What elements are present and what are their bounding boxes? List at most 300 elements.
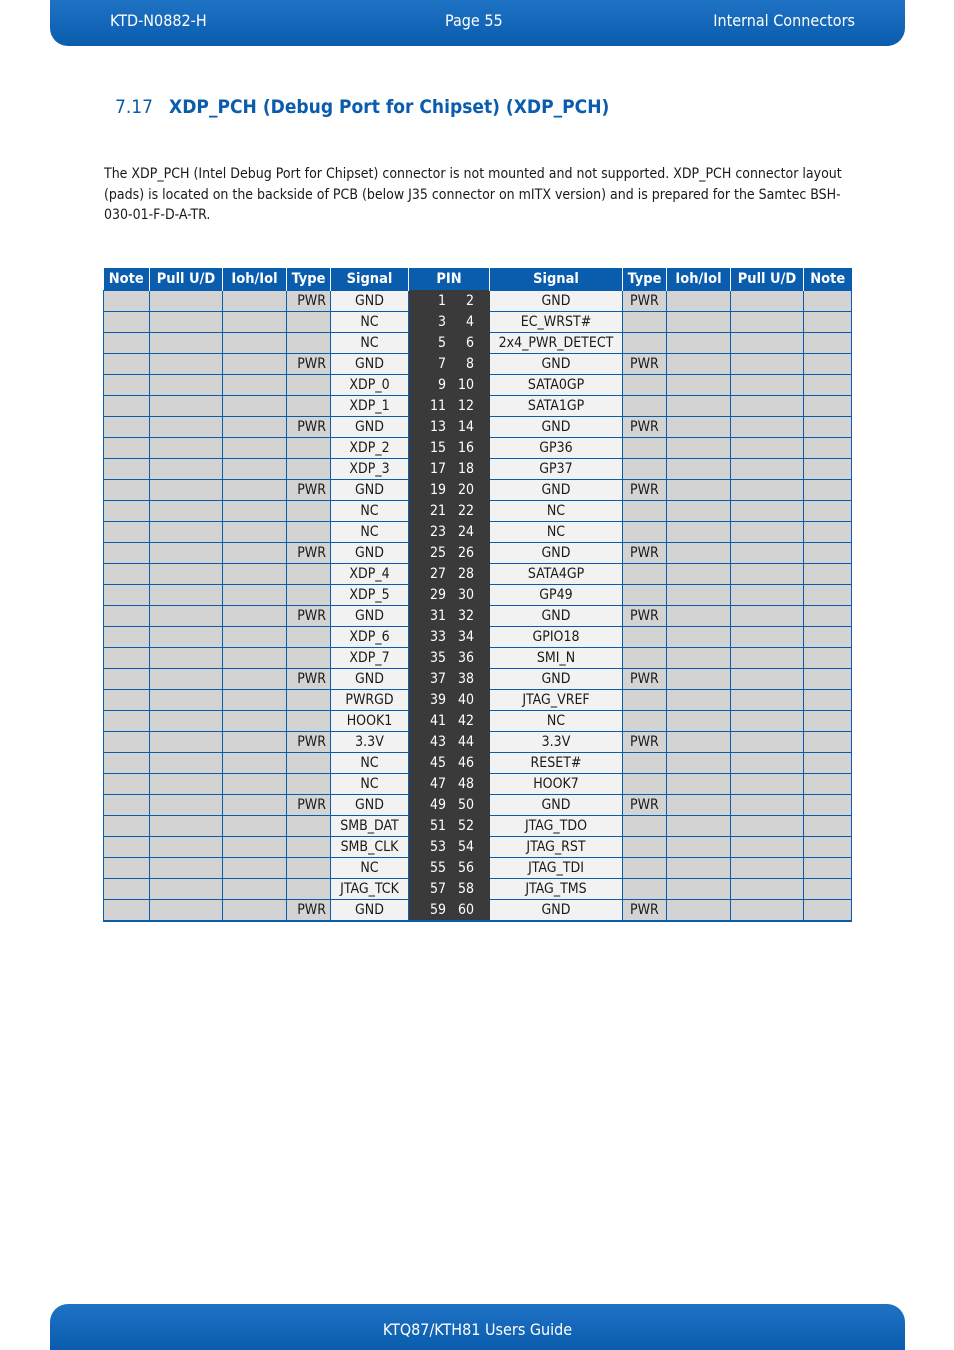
pin-number-left: 35 xyxy=(429,650,446,666)
ioh-right-cell xyxy=(667,522,731,543)
ioh-left-cell xyxy=(223,753,287,774)
pin-cell xyxy=(409,627,490,648)
pin-number-left: 53 xyxy=(429,839,446,855)
pull-right-cell xyxy=(731,648,804,669)
pull-right-cell xyxy=(731,480,804,501)
type-right-cell xyxy=(623,690,667,711)
note-left-cell xyxy=(104,375,150,396)
pin-number-right: 60 xyxy=(457,902,474,918)
pin-number-right: 54 xyxy=(457,839,474,855)
pin-number-left: 5 xyxy=(437,335,446,351)
signal-right-cell: NC xyxy=(490,711,623,732)
pin-number-left: 21 xyxy=(429,503,446,519)
signal-left-cell: GND xyxy=(331,606,409,627)
type-right-cell xyxy=(623,333,667,354)
signal-left-cell: NC xyxy=(331,333,409,354)
table-body xyxy=(104,291,852,922)
type-left-cell xyxy=(287,522,331,543)
signal-right-cell: JTAG_TDO xyxy=(490,816,623,837)
note-left-cell xyxy=(104,837,150,858)
pull-right-cell xyxy=(731,837,804,858)
note-left-cell xyxy=(104,606,150,627)
pull-left-cell xyxy=(150,501,223,522)
pull-right-cell xyxy=(731,795,804,816)
pin-cell xyxy=(409,774,490,795)
col-pull-right: Pull U/D xyxy=(731,268,804,291)
pin-cell xyxy=(409,816,490,837)
pin-number-right: 12 xyxy=(457,398,474,414)
signal-right-cell: JTAG_TDI xyxy=(490,858,623,879)
ioh-right-cell xyxy=(667,711,731,732)
note-right-cell xyxy=(804,501,852,522)
table-row xyxy=(104,480,852,501)
type-left-cell xyxy=(287,753,331,774)
pull-left-cell xyxy=(150,648,223,669)
pull-left-cell xyxy=(150,879,223,900)
pull-right-cell xyxy=(731,375,804,396)
signal-left-cell: SMB_DAT xyxy=(331,816,409,837)
col-pull-left: Pull U/D xyxy=(150,268,223,291)
type-right-cell xyxy=(623,312,667,333)
ioh-right-cell xyxy=(667,438,731,459)
signal-right-cell: SATA1GP xyxy=(490,396,623,417)
table-row xyxy=(104,438,852,459)
pin-cell xyxy=(409,438,490,459)
note-right-cell xyxy=(804,396,852,417)
chapter-name: Internal Connectors xyxy=(713,11,855,30)
pull-right-cell xyxy=(731,627,804,648)
type-left-cell xyxy=(287,501,331,522)
note-left-cell xyxy=(104,858,150,879)
table-row xyxy=(104,774,852,795)
table-row xyxy=(104,396,852,417)
note-right-cell xyxy=(804,711,852,732)
pin-number-right: 42 xyxy=(457,713,474,729)
pin-number-right: 6 xyxy=(465,335,474,351)
signal-right-cell: GND xyxy=(490,291,623,312)
pin-number-left: 47 xyxy=(429,776,446,792)
pull-left-cell xyxy=(150,564,223,585)
ioh-left-cell xyxy=(223,732,287,753)
note-right-cell xyxy=(804,354,852,375)
pin-number-left: 43 xyxy=(429,734,446,750)
table-row xyxy=(104,900,852,922)
ioh-left-cell xyxy=(223,333,287,354)
note-left-cell xyxy=(104,900,150,922)
table-row xyxy=(104,711,852,732)
ioh-left-cell xyxy=(223,816,287,837)
type-left-cell: PWR xyxy=(287,354,331,375)
ioh-left-cell xyxy=(223,648,287,669)
section-heading xyxy=(115,96,609,118)
type-left-cell xyxy=(287,690,331,711)
col-type-right: Type xyxy=(623,268,667,291)
pull-left-cell xyxy=(150,627,223,648)
table-row xyxy=(104,417,852,438)
pin-cell xyxy=(409,291,490,312)
type-right-cell: PWR xyxy=(623,669,667,690)
type-right-cell xyxy=(623,375,667,396)
pin-number-left: 57 xyxy=(429,881,446,897)
description-paragraph: The XDP_PCH (Intel Debug Port for Chipset) connector is not mounted and not supported. XDP_PCH connector layout (pads) is located on the backside of PCB (below J35 connector on mITX version) and is prepared for the Samtec BSH-030-01-F-D-A-TR. xyxy=(104,166,842,223)
pull-left-cell xyxy=(150,900,223,922)
pull-left-cell xyxy=(150,795,223,816)
col-note-left: Note xyxy=(104,268,150,291)
type-left-cell xyxy=(287,648,331,669)
ioh-left-cell xyxy=(223,879,287,900)
pull-left-cell xyxy=(150,543,223,564)
page-number: Page 55 xyxy=(445,11,503,30)
pin-number-right: 30 xyxy=(457,587,474,603)
pin-number-left: 25 xyxy=(429,545,446,561)
pull-right-cell xyxy=(731,774,804,795)
pull-left-cell xyxy=(150,585,223,606)
pin-number-right: 22 xyxy=(457,503,474,519)
pull-right-cell xyxy=(731,417,804,438)
note-left-cell xyxy=(104,480,150,501)
signal-left-cell: XDP_3 xyxy=(331,459,409,480)
type-right-cell: PWR xyxy=(623,543,667,564)
pin-number-right: 58 xyxy=(457,881,474,897)
page-header xyxy=(50,0,905,46)
type-right-cell xyxy=(623,711,667,732)
note-left-cell xyxy=(104,753,150,774)
note-left-cell xyxy=(104,564,150,585)
type-left-cell: PWR xyxy=(287,480,331,501)
pin-number-right: 52 xyxy=(457,818,474,834)
ioh-left-cell xyxy=(223,375,287,396)
ioh-right-cell xyxy=(667,690,731,711)
pin-number-left: 41 xyxy=(429,713,446,729)
pin-number-left: 3 xyxy=(437,314,446,330)
note-left-cell xyxy=(104,522,150,543)
type-right-cell: PWR xyxy=(623,417,667,438)
pull-left-cell xyxy=(150,711,223,732)
table-row xyxy=(104,543,852,564)
signal-right-cell: JTAG_RST xyxy=(490,837,623,858)
pin-cell xyxy=(409,900,490,922)
note-right-cell xyxy=(804,522,852,543)
signal-left-cell: XDP_6 xyxy=(331,627,409,648)
ioh-left-cell xyxy=(223,606,287,627)
pin-number-right: 32 xyxy=(457,608,474,624)
ioh-right-cell xyxy=(667,858,731,879)
pull-right-cell xyxy=(731,564,804,585)
pin-cell xyxy=(409,711,490,732)
note-right-cell xyxy=(804,543,852,564)
pin-cell xyxy=(409,669,490,690)
note-right-cell xyxy=(804,690,852,711)
type-left-cell xyxy=(287,711,331,732)
signal-right-cell: GND xyxy=(490,354,623,375)
pinout-table xyxy=(103,268,852,922)
pull-right-cell xyxy=(731,711,804,732)
ioh-left-cell xyxy=(223,543,287,564)
signal-left-cell: XDP_7 xyxy=(331,648,409,669)
ioh-left-cell xyxy=(223,501,287,522)
note-left-cell xyxy=(104,354,150,375)
ioh-left-cell xyxy=(223,312,287,333)
signal-right-cell: JTAG_VREF xyxy=(490,690,623,711)
pull-right-cell xyxy=(731,522,804,543)
pull-left-cell xyxy=(150,354,223,375)
type-right-cell xyxy=(623,585,667,606)
pin-cell xyxy=(409,732,490,753)
pin-number-left: 45 xyxy=(429,755,446,771)
pin-cell xyxy=(409,795,490,816)
note-right-cell xyxy=(804,375,852,396)
col-pin: PIN xyxy=(409,268,490,291)
pull-left-cell xyxy=(150,606,223,627)
table-row xyxy=(104,690,852,711)
note-right-cell xyxy=(804,837,852,858)
type-right-cell: PWR xyxy=(623,354,667,375)
note-left-cell xyxy=(104,291,150,312)
type-left-cell: PWR xyxy=(287,291,331,312)
col-signal-left: Signal xyxy=(331,268,409,291)
ioh-left-cell xyxy=(223,438,287,459)
pull-left-cell xyxy=(150,438,223,459)
signal-right-cell: NC xyxy=(490,522,623,543)
table-row xyxy=(104,375,852,396)
ioh-right-cell xyxy=(667,606,731,627)
pin-number-right: 16 xyxy=(457,440,474,456)
pin-number-left: 31 xyxy=(429,608,446,624)
ioh-right-cell xyxy=(667,291,731,312)
pin-number-right: 38 xyxy=(457,671,474,687)
signal-left-cell: GND xyxy=(331,543,409,564)
pull-right-cell xyxy=(731,690,804,711)
table-row xyxy=(104,648,852,669)
pin-number-left: 13 xyxy=(429,419,446,435)
type-right-cell xyxy=(623,837,667,858)
signal-left-cell: XDP_2 xyxy=(331,438,409,459)
table-row xyxy=(104,732,852,753)
pin-cell xyxy=(409,375,490,396)
note-right-cell xyxy=(804,606,852,627)
ioh-right-cell xyxy=(667,564,731,585)
pin-cell xyxy=(409,606,490,627)
pull-right-cell xyxy=(731,501,804,522)
table-header-row xyxy=(104,268,852,291)
ioh-left-cell xyxy=(223,837,287,858)
ioh-left-cell xyxy=(223,795,287,816)
signal-left-cell: GND xyxy=(331,795,409,816)
pull-right-cell xyxy=(731,858,804,879)
note-left-cell xyxy=(104,648,150,669)
table-row xyxy=(104,879,852,900)
pull-left-cell xyxy=(150,375,223,396)
note-right-cell xyxy=(804,900,852,922)
page-footer xyxy=(50,1304,905,1350)
pull-left-cell xyxy=(150,753,223,774)
pin-number-right: 10 xyxy=(457,377,474,393)
type-right-cell: PWR xyxy=(623,291,667,312)
table-row xyxy=(104,522,852,543)
pull-left-cell xyxy=(150,333,223,354)
ioh-right-cell xyxy=(667,585,731,606)
pull-left-cell xyxy=(150,522,223,543)
table-row xyxy=(104,669,852,690)
type-right-cell xyxy=(623,522,667,543)
table-row xyxy=(104,354,852,375)
pin-number-left: 29 xyxy=(429,587,446,603)
signal-left-cell: HOOK1 xyxy=(331,711,409,732)
section-title: XDP_PCH (Debug Port for Chipset) (XDP_PCH) xyxy=(169,96,610,118)
pin-number-right: 26 xyxy=(457,545,474,561)
signal-left-cell: XDP_4 xyxy=(331,564,409,585)
note-right-cell xyxy=(804,480,852,501)
signal-left-cell: 3.3V xyxy=(331,732,409,753)
pin-number-right: 36 xyxy=(457,650,474,666)
pull-right-cell xyxy=(731,900,804,922)
signal-right-cell: GND xyxy=(490,417,623,438)
signal-right-cell: GND xyxy=(490,480,623,501)
pin-number-left: 55 xyxy=(429,860,446,876)
pull-left-cell xyxy=(150,732,223,753)
signal-left-cell: XDP_1 xyxy=(331,396,409,417)
ioh-right-cell xyxy=(667,837,731,858)
ioh-right-cell xyxy=(667,816,731,837)
note-right-cell xyxy=(804,312,852,333)
type-right-cell xyxy=(623,501,667,522)
pin-number-right: 14 xyxy=(457,419,474,435)
pin-number-left: 15 xyxy=(429,440,446,456)
ioh-right-cell xyxy=(667,669,731,690)
pin-number-right: 4 xyxy=(465,314,474,330)
pin-cell xyxy=(409,585,490,606)
ioh-left-cell xyxy=(223,459,287,480)
table-row xyxy=(104,312,852,333)
pull-left-cell xyxy=(150,459,223,480)
table-row xyxy=(104,564,852,585)
pin-number-left: 11 xyxy=(429,398,446,414)
signal-left-cell: XDP_0 xyxy=(331,375,409,396)
type-right-cell xyxy=(623,774,667,795)
ioh-left-cell xyxy=(223,858,287,879)
footer-title: KTQ87/KTH81 Users Guide xyxy=(382,1320,573,1339)
note-left-cell xyxy=(104,459,150,480)
signal-right-cell: EC_WRST# xyxy=(490,312,623,333)
table-row xyxy=(104,837,852,858)
note-left-cell xyxy=(104,774,150,795)
pin-cell xyxy=(409,753,490,774)
note-right-cell xyxy=(804,879,852,900)
type-right-cell xyxy=(623,648,667,669)
pin-cell xyxy=(409,459,490,480)
note-right-cell xyxy=(804,585,852,606)
ioh-left-cell xyxy=(223,900,287,922)
note-left-cell xyxy=(104,795,150,816)
pin-number-right: 18 xyxy=(457,461,474,477)
pin-number-right: 24 xyxy=(457,524,474,540)
signal-right-cell: GND xyxy=(490,543,623,564)
ioh-right-cell xyxy=(667,501,731,522)
signal-left-cell: GND xyxy=(331,417,409,438)
type-right-cell xyxy=(623,438,667,459)
pull-right-cell xyxy=(731,879,804,900)
signal-right-cell: GPIO18 xyxy=(490,627,623,648)
pin-cell xyxy=(409,417,490,438)
type-right-cell: PWR xyxy=(623,732,667,753)
signal-left-cell: XDP_5 xyxy=(331,585,409,606)
signal-right-cell: GND xyxy=(490,669,623,690)
signal-right-cell: GP36 xyxy=(490,438,623,459)
pull-right-cell xyxy=(731,459,804,480)
type-left-cell xyxy=(287,333,331,354)
note-left-cell xyxy=(104,438,150,459)
type-left-cell xyxy=(287,627,331,648)
signal-left-cell: PWRGD xyxy=(331,690,409,711)
ioh-right-cell xyxy=(667,795,731,816)
pin-number-left: 19 xyxy=(429,482,446,498)
type-right-cell xyxy=(623,627,667,648)
signal-left-cell: NC xyxy=(331,522,409,543)
note-left-cell xyxy=(104,627,150,648)
note-left-cell xyxy=(104,879,150,900)
ioh-left-cell xyxy=(223,690,287,711)
ioh-left-cell xyxy=(223,396,287,417)
pin-cell xyxy=(409,522,490,543)
type-right-cell: PWR xyxy=(623,480,667,501)
table-row xyxy=(104,858,852,879)
signal-left-cell: GND xyxy=(331,354,409,375)
pull-left-cell xyxy=(150,816,223,837)
note-right-cell xyxy=(804,648,852,669)
pin-cell xyxy=(409,543,490,564)
ioh-right-cell xyxy=(667,774,731,795)
pull-left-cell xyxy=(150,291,223,312)
type-left-cell xyxy=(287,774,331,795)
ioh-left-cell xyxy=(223,291,287,312)
pin-number-left: 9 xyxy=(437,377,446,393)
note-left-cell xyxy=(104,732,150,753)
table-row xyxy=(104,795,852,816)
type-left-cell: PWR xyxy=(287,417,331,438)
ioh-right-cell xyxy=(667,480,731,501)
signal-left-cell: NC xyxy=(331,858,409,879)
pull-right-cell xyxy=(731,732,804,753)
note-right-cell xyxy=(804,564,852,585)
note-right-cell xyxy=(804,774,852,795)
pull-right-cell xyxy=(731,543,804,564)
signal-left-cell: NC xyxy=(331,312,409,333)
pin-number-right: 34 xyxy=(457,629,474,645)
pull-left-cell xyxy=(150,417,223,438)
signal-left-cell: GND xyxy=(331,291,409,312)
type-left-cell: PWR xyxy=(287,669,331,690)
ioh-right-cell xyxy=(667,543,731,564)
pull-right-cell xyxy=(731,606,804,627)
pin-number-left: 49 xyxy=(429,797,446,813)
table-row xyxy=(104,459,852,480)
pin-cell xyxy=(409,858,490,879)
pull-right-cell xyxy=(731,354,804,375)
note-left-cell xyxy=(104,417,150,438)
pull-left-cell xyxy=(150,396,223,417)
type-left-cell xyxy=(287,837,331,858)
pin-cell xyxy=(409,564,490,585)
ioh-right-cell xyxy=(667,627,731,648)
note-left-cell xyxy=(104,585,150,606)
type-left-cell: PWR xyxy=(287,543,331,564)
signal-right-cell: NC xyxy=(490,501,623,522)
pin-number-left: 7 xyxy=(437,356,446,372)
ioh-right-cell xyxy=(667,732,731,753)
pin-number-left: 23 xyxy=(429,524,446,540)
signal-left-cell: JTAG_TCK xyxy=(331,879,409,900)
signal-right-cell: RESET# xyxy=(490,753,623,774)
